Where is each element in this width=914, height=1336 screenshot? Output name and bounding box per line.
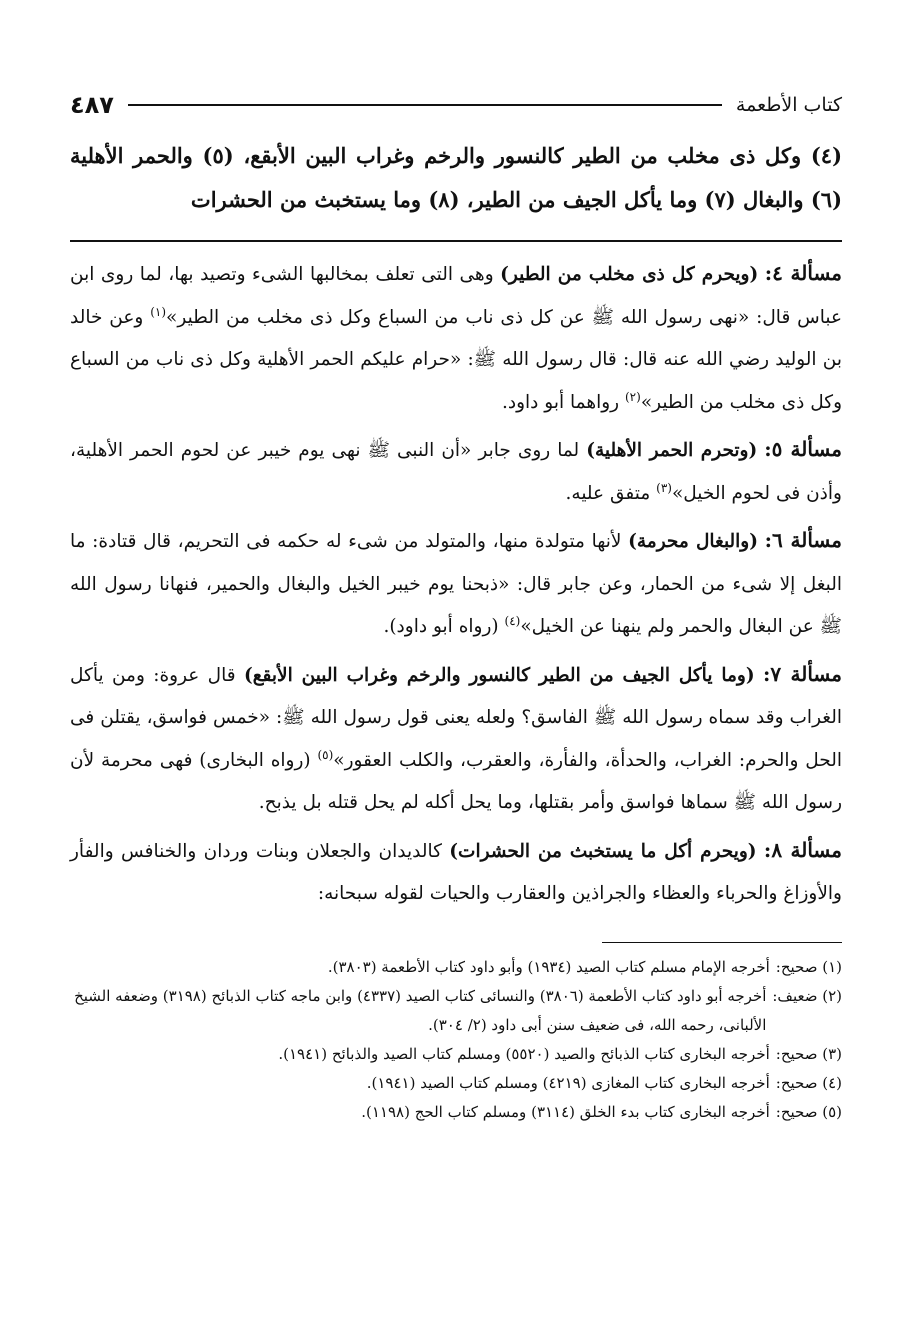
footnote-tag: (٥) صحيح: xyxy=(775,1102,842,1121)
masala-text: وعن خالد بن الوليد رضي الله عنه قال: قال رسول الله ﷺ: «حرام عليكم الحمر الأهلية وكل ذى ناب من السباع وكل ذى مخلب من الطير» xyxy=(70,306,842,413)
page-number: ٤٨٧ xyxy=(70,91,114,119)
masala-text: (رواه أبو داود). xyxy=(383,616,505,637)
masala-quote: (والبغال محرمة) xyxy=(628,531,758,552)
matn-divider xyxy=(70,240,842,242)
masala-8 xyxy=(70,829,842,916)
masala-5 xyxy=(70,428,842,515)
footnote-rule xyxy=(602,942,842,943)
masala-text: متفق عليه. xyxy=(565,482,657,504)
masala-text: لما روى جابر «أن النبى ﷺ نهى يوم خيبر عن لحوم الحمر الأهلية، وأذن فى لحوم الخيل» xyxy=(70,440,842,504)
footnote xyxy=(70,982,842,1040)
footnote-tag: (٤) صحيح: xyxy=(775,1073,842,1092)
running-header xyxy=(70,88,842,122)
masala-text: لأنها متولدة منها، والمتولد من شىء له حكمه فى التحريم، قال قتادة: ما البغل إلا شىء من الحمار، وعن جابر قال: «ذبحنا يوم خيبر الخيل والبغال والحمير، فنهانا رسول الله ﷺ عن البغال والحمر ولم ينهنا عن الخيل» xyxy=(70,531,842,637)
footnote xyxy=(70,1040,842,1069)
chapter-title: كتاب الأطعمة xyxy=(735,94,842,116)
footnote-ref: (٣) xyxy=(656,480,672,495)
footnotes xyxy=(70,953,842,1127)
footnote xyxy=(70,953,842,982)
footnote-text: أخرجه البخارى كتاب المغازى (٤٢١٩) ومسلم كتاب الصيد (١٩٤١). xyxy=(366,1073,770,1092)
footnote xyxy=(70,1098,842,1127)
masala-label: مسألة ٦: xyxy=(764,528,842,552)
footnote-text: أخرجه الإمام مسلم كتاب الصيد (١٩٣٤) وأبو داود كتاب الأطعمة (٣٨٠٣). xyxy=(327,957,770,976)
masala-6 xyxy=(70,519,842,649)
commentary xyxy=(70,252,842,916)
footnote-tag: (٣) صحيح: xyxy=(775,1044,842,1063)
footnote xyxy=(70,1069,842,1098)
masala-quote: (وما يأكل الجيف من الطير كالنسور والرخم وغراب البين الأبقع) xyxy=(243,664,755,686)
masala-text: وهى التى تعلف بمخالبها الشىء وتصيد بها، لما روى ابن عباس قال: «نهى رسول الله ﷺ عن كل ذى ناب من السباع وكل ذى مخلب من الطير» xyxy=(70,264,842,328)
footnote-text: أخرجه البخارى كتاب بدء الخلق (٣١١٤) ومسلم كتاب الحج (١١٩٨). xyxy=(361,1102,770,1121)
header-rule xyxy=(128,104,722,106)
masala-quote: (ويحرم أكل ما يستخبث من الحشرات) xyxy=(449,840,757,862)
masala-text: رواهما أبو داود. xyxy=(501,391,625,413)
footnote-tag: (٢) ضعيف: xyxy=(772,986,842,1005)
footnote-ref: (٢) xyxy=(624,389,641,404)
masala-quote: (ويحرم كل ذى مخلب من الطير) xyxy=(500,264,759,285)
matn-text: (٤) وكل ذى مخلب من الطير كالنسور والرخم وغراب البين الأبقع، (٥) والحمر الأهلية (٦) والبغال (٧) وما يأكل الجيف من الطير، (٨) وما يستخبث من الحشرات xyxy=(70,143,842,212)
footnote-tag: (١) صحيح: xyxy=(775,957,842,976)
masala-text: كالديدان والجعلان وبنات وردان والخنافس والفأر والأوزاغ والحرباء والعظاء والجراذين والعقارب والحيات لقوله سبحانه: xyxy=(70,840,842,904)
masala-label: مسألة ٨: xyxy=(763,837,842,862)
footnote-text: أخرجه البخارى كتاب الذبائح والصيد (٥٥٢٠) ومسلم كتاب الصيد والذبائح (١٩٤١). xyxy=(278,1044,770,1063)
masala-quote: (وتحرم الحمر الأهلية) xyxy=(586,440,758,461)
masala-text: قال عروة: ومن يأكل الغراب وقد سماه رسول الله ﷺ الفاسق؟ ولعله يعنى قول رسول الله ﷺ: «خمس فواسق، يقتلن فى الحل والحرم: الغراب، والحدأة، والفأرة، والعقرب، والكلب العقور» xyxy=(70,664,842,771)
masala-4 xyxy=(70,252,842,424)
footnote-ref: (٥) xyxy=(317,747,334,762)
masala-label: مسألة ٧: xyxy=(762,661,842,686)
masala-text: (رواه البخارى) فهى محرمة لأن رسول الله ﷺ سماها فواسق وأمر بقتلها، وما يحل أكله لم يحل قتله بل يذبح. xyxy=(70,749,842,813)
footnote-ref: (٤) xyxy=(504,613,521,628)
masala-7 xyxy=(70,653,842,825)
masala-label: مسألة ٥: xyxy=(764,437,842,461)
masala-label: مسألة ٤: xyxy=(764,261,843,285)
page xyxy=(70,88,842,1127)
footnote-text: أخرجه أبو داود كتاب الأطعمة (٣٨٠٦) والنسائى كتاب الصيد (٤٣٣٧) وابن ماجه كتاب الذبائح (٣١٩٨) وضعفه الشيخ الألبانى، رحمه الله، فى ضعيف سنن أبى داود (٢/ ٣٠٤). xyxy=(74,986,767,1034)
footnote-ref: (١) xyxy=(150,304,167,319)
